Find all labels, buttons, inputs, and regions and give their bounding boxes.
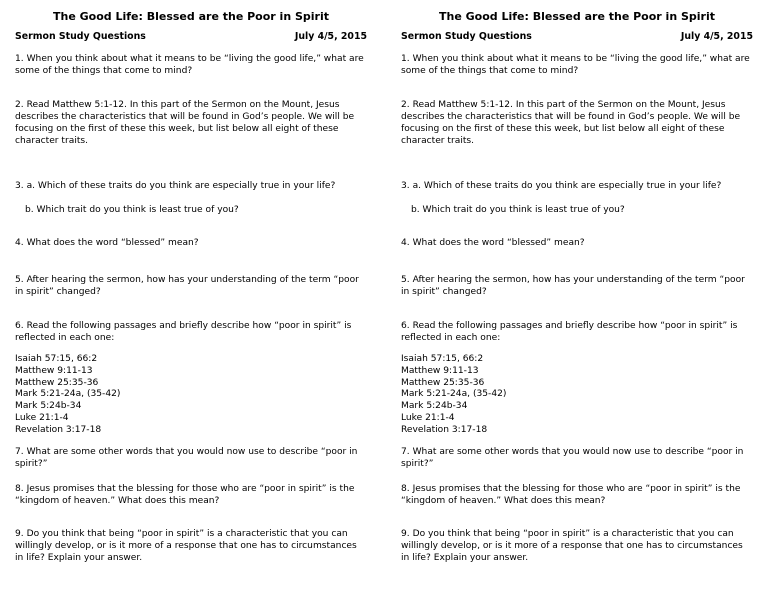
passage-list [401, 354, 753, 437]
question-4: 4. What does the word “blessed” mean? [15, 238, 199, 248]
date: July 4/5, 2015 [294, 31, 367, 42]
page-title: The Good Life: Blessed are the Poor in Spirit [53, 10, 329, 23]
passage-item: Matthew 9:11-13 [401, 365, 479, 376]
passage-list [15, 354, 367, 437]
passage-item: Matthew 25:35-36 [15, 377, 99, 388]
date: July 4/5, 2015 [680, 31, 753, 42]
question-4: 4. What does the word “blessed” mean? [401, 238, 585, 248]
question-7: 7. What are some other words that you would now use to describe “poor in spirit?” [15, 447, 358, 469]
subtitle: Sermon Study Questions [401, 31, 532, 42]
passage-item: Isaiah 57:15, 66:2 [401, 354, 484, 364]
question-2: 2. Read Matthew 5:1-12. In this part of the Sermon on the Mount, Jesus describes the characteristics that will be found in God’s people. We will be focusing on the first of these this week, but list below all eight of these character traits. [15, 100, 355, 146]
question-3b: b. Which trait do you think is least true of you? [25, 205, 239, 215]
passage-item: Matthew 25:35-36 [401, 377, 485, 388]
passage-item: Revelation 3:17-18 [15, 424, 102, 435]
question-1: 1. When you think about what it means to be “living the good life,” what are some of the things that come to mind? [401, 54, 750, 76]
question-5: 5. After hearing the sermon, how has your understanding of the term “poor in spirit” changed? [15, 275, 359, 297]
question-7: 7. What are some other words that you would now use to describe “poor in spirit?” [401, 447, 744, 469]
passage-item: Luke 21:1-4 [401, 412, 455, 423]
question-9: 9. Do you think that being “poor in spirit” is a characteristic that you can willingly develop, or is it more of a response that one has to circumstances in life? Explain your answer. [15, 529, 357, 563]
subheader [15, 31, 367, 42]
question-2: 2. Read Matthew 5:1-12. In this part of the Sermon on the Mount, Jesus describes the characteristics that will be found in God’s people. We will be focusing on the first of these this week, but list below all eight of these character traits. [401, 100, 741, 146]
question-3a: 3. a. Which of these traits do you think are especially true in your life? [401, 181, 722, 191]
handout-left [15, 0, 375, 593]
question-5: 5. After hearing the sermon, how has your understanding of the term “poor in spirit” changed? [401, 275, 745, 297]
question-3b: b. Which trait do you think is least true of you? [411, 205, 625, 215]
subtitle: Sermon Study Questions [15, 31, 146, 42]
question-8: 8. Jesus promises that the blessing for those who are “poor in spirit” is the “kingdom of heaven.” What does this mean? [15, 484, 355, 506]
passage-item: Matthew 9:11-13 [15, 365, 93, 376]
question-9: 9. Do you think that being “poor in spirit” is a characteristic that you can willingly develop, or is it more of a response that one has to circumstances in life? Explain your answer. [401, 529, 743, 563]
passage-item: Isaiah 57:15, 66:2 [15, 354, 98, 364]
passage-item: Mark 5:24b-34 [15, 401, 82, 412]
passage-item: Revelation 3:17-18 [401, 424, 488, 435]
passage-item: Luke 21:1-4 [15, 412, 69, 423]
subheader [401, 31, 753, 42]
question-6: 6. Read the following passages and briefly describe how “poor in spirit” is reflected in each one: [401, 321, 738, 343]
passage-item: Mark 5:24b-34 [401, 401, 468, 412]
question-1: 1. When you think about what it means to be “living the good life,” what are some of the things that come to mind? [15, 54, 364, 76]
passage-item: Mark 5:21-24a, (35-42) [15, 389, 121, 400]
question-3a: 3. a. Which of these traits do you think are especially true in your life? [15, 181, 336, 191]
handout-right [401, 0, 761, 593]
passage-item: Mark 5:21-24a, (35-42) [401, 389, 507, 400]
question-6: 6. Read the following passages and briefly describe how “poor in spirit” is reflected in each one: [15, 321, 352, 343]
page-title: The Good Life: Blessed are the Poor in Spirit [439, 10, 715, 23]
question-8: 8. Jesus promises that the blessing for those who are “poor in spirit” is the “kingdom of heaven.” What does this mean? [401, 484, 741, 506]
